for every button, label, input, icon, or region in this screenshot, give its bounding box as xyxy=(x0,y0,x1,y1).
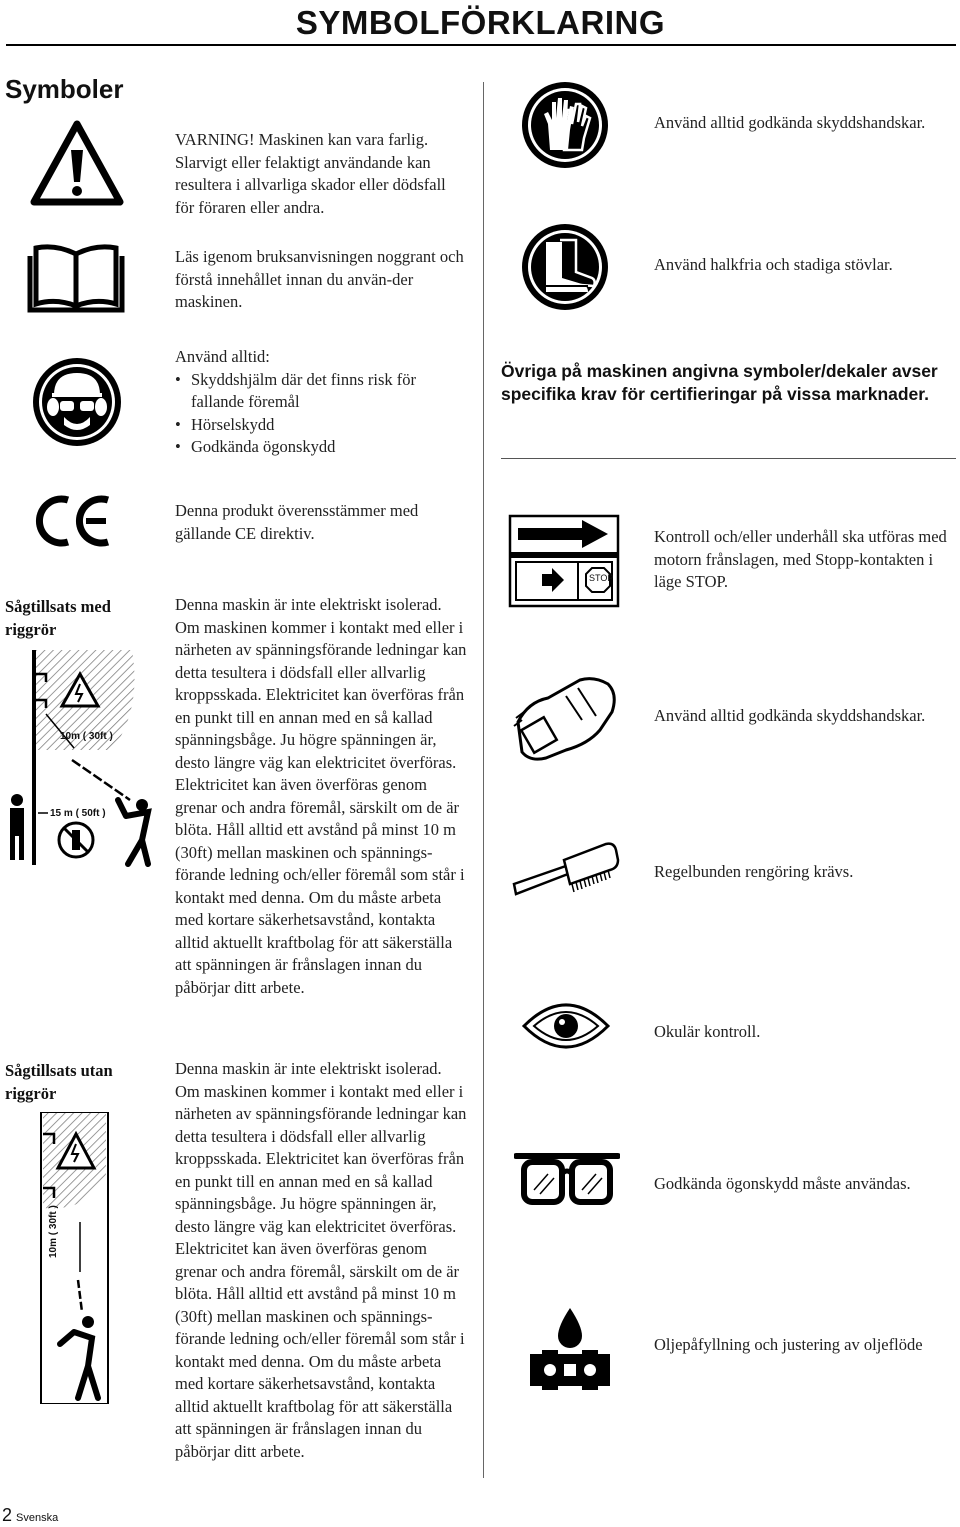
safety-glasses-icon xyxy=(514,1150,620,1210)
page-footer xyxy=(2,1505,58,1526)
distance-15m-label: 15 m ( 50ft ) xyxy=(50,808,106,819)
other-symbols-text: Övriga på maskinen angivna symboler/dekaler avser specifika krav för certifieringar på vissa marknader. xyxy=(501,361,938,404)
protection-intro: Använd alltid: xyxy=(175,347,270,366)
gloves2-text: Använd alltid godkända skyddshandskar. xyxy=(654,706,926,725)
boots-icon xyxy=(520,222,610,312)
column-divider xyxy=(483,82,484,1478)
power-line-distance-diagram-2 xyxy=(40,1112,110,1404)
warning-triangle-icon xyxy=(30,120,124,206)
glove-icon xyxy=(508,672,620,764)
section-heading: Symboler xyxy=(5,74,124,104)
section-divider xyxy=(501,458,956,459)
protection-list xyxy=(175,369,465,459)
power-line-distance-diagram xyxy=(2,650,162,870)
oil-chain-icon xyxy=(528,1306,612,1390)
protection-item: • Godkända ögonskydd xyxy=(175,436,465,459)
warning-text: VARNING! Maskinen kan vara farlig. Slarvigt eller felaktigt användande kan resultera i allvarliga skador eller dödsfall för föraren eller andra. xyxy=(175,130,446,217)
manual-book-icon xyxy=(26,242,126,314)
distance-10m-vertical-label: 10m ( 30ft ) xyxy=(48,1205,59,1258)
ce-mark-icon xyxy=(34,492,114,550)
boots-text: Använd halkfria och stadiga stövlar. xyxy=(654,255,893,274)
saw-without-pipe-label: Sågtillsats utan riggrör xyxy=(5,1061,113,1103)
protection-item: • Hörselskydd xyxy=(175,414,465,437)
footer-language: Svenska xyxy=(16,1512,59,1524)
oil-text: Oljepåfyllning och justering av oljeflöde xyxy=(654,1335,923,1354)
gloves-text: Använd alltid godkända skyddshandskar. xyxy=(654,113,926,132)
stop-text: Kontroll och/eller underhåll ska utföras med motorn frånslagen, med Stopp-kontakten i läge STOP. xyxy=(654,527,947,591)
eye-protection-text: Godkända ögonskydd måste användas. xyxy=(654,1174,911,1193)
electric-warning-text-2: Denna maskin är inte elektriskt isolerad. Om maskinen kommer i kontakt med eller i närheten av spänningsförande ledningar kan detta tesultera i dödsfall eller allvarlig kroppsskada. Elektricitet kan överföras från en punkt till en annan med en så kallad spänningsbåge. Ju högre spänningen är, desto längre väg kan elektricitet överföras. Elektricitet kan även överföras genom grenar och andra föremål, särskilt om de är blöta. Håll alltid ett avstånd på minst 10 m (30ft) mellan maskinen och spännings-förande ledning och/eller föremål som står i kontakt med denna. Om du måste arbeta med kortare säkerhetsavstånd, kontakta alltid aktuellt kraftbolag för att säkerställa att spänningen är frånslagen innan du påbörjar ditt arbete. xyxy=(175,1059,467,1461)
eye-icon xyxy=(520,994,612,1058)
stop-switch-icon xyxy=(508,514,620,608)
protection-item: • Skyddshjälm där det finns risk för fallande föremål xyxy=(175,369,465,414)
visual-check-text: Okulär kontroll. xyxy=(654,1022,761,1041)
electric-warning-text-1: Denna maskin är inte elektriskt isolerad. Om maskinen kommer i kontakt med eller i närheten av spänningsförande ledningar kan detta tesultera i dödsfall eller allvarlig kroppsskada. Elektricitet kan överföras från en punkt till en annan med en så kallad spänningsbåge. Ju högre spänningen är, desto längre väg kan elektricitet överföras. Elektricitet kan även överföras genom grenar och andra föremål, särskilt om de är blöta. Håll alltid ett avstånd på minst 10 m (30ft) mellan maskinen och spännings-förande ledning och/eller föremål som står i kontakt med denna. Om du måste arbeta med kortare säkerhetsavstånd, kontakta alltid aktuellt kraftbolag för att säkerställa att spänningen är frånslagen innan du påbörjar ditt arbete. xyxy=(175,595,467,997)
cleaning-text: Regelbunden rengöring krävs. xyxy=(654,862,854,881)
gloves-icon xyxy=(520,80,610,170)
manual-text: Läs igenom bruksanvisningen noggrant och förstå innehållet innan du använ-der maskinen. xyxy=(175,247,464,311)
ce-text: Denna produkt överensstämmer med gällande CE direktiv. xyxy=(175,501,419,543)
page-number: 2 xyxy=(2,1505,13,1525)
helmet-hearing-eye-protection-icon xyxy=(30,355,124,449)
title-divider xyxy=(6,44,956,46)
page-title: SYMBOLFÖRKLARING xyxy=(295,4,665,41)
protection-block xyxy=(175,346,465,459)
distance-10m-label: 10m ( 30ft ) xyxy=(60,731,113,742)
cleaning-brush-icon xyxy=(508,838,620,902)
stop-icon-label: STOP xyxy=(589,573,614,583)
saw-with-pipe-label: Sågtillsats med riggrör xyxy=(5,597,111,639)
